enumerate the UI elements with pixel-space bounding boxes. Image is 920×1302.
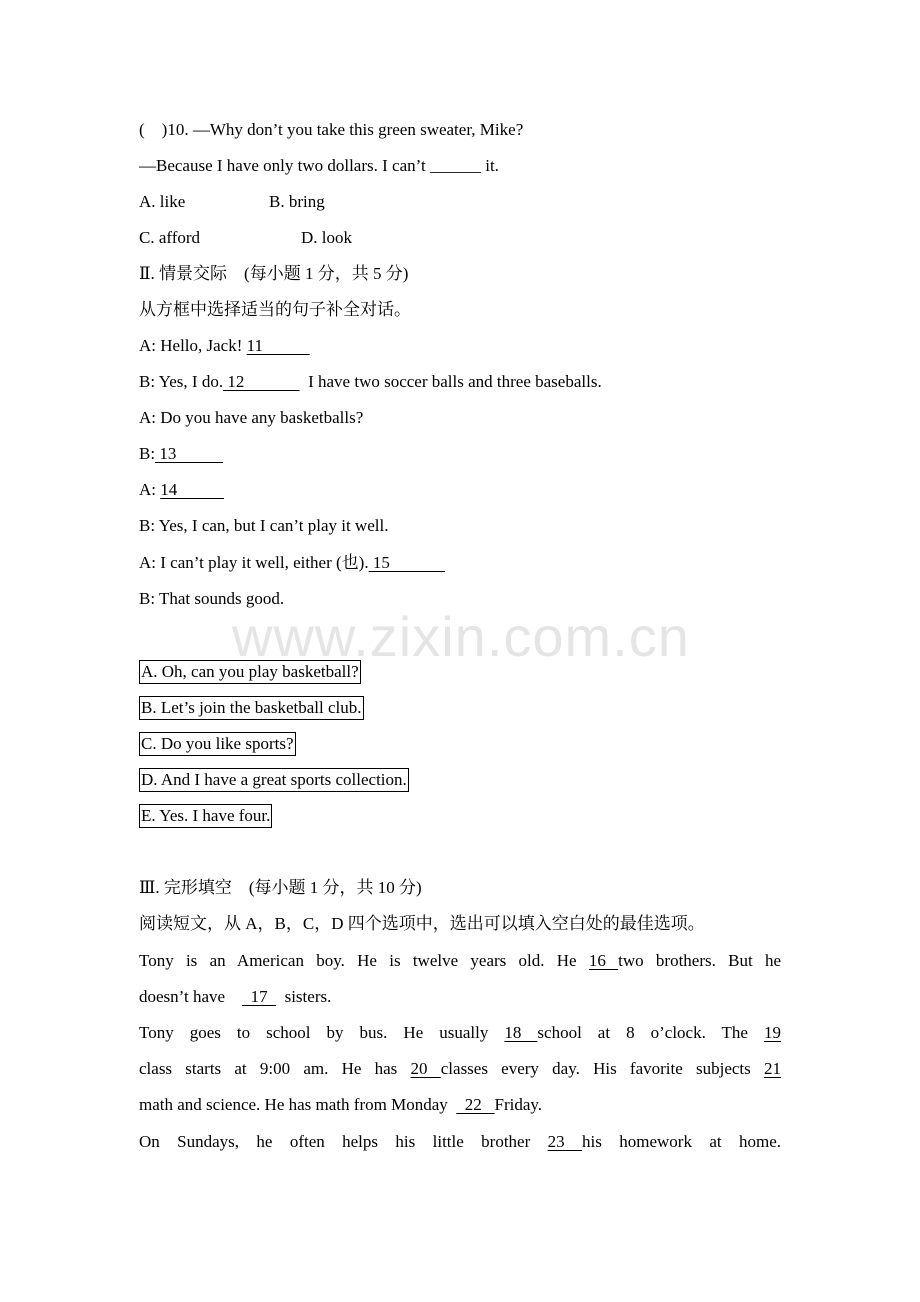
dialogue-text: B: That sounds good.: [139, 589, 285, 608]
dialogue-text: B:: [139, 444, 156, 463]
choice-box-b: B. Let’s join the basketball club.: [139, 696, 364, 720]
dialogue-line: [139, 371, 602, 393]
cloze-blank-19: 19: [764, 1023, 781, 1042]
dialogue-text: A: Do you have any basketballs?: [139, 408, 364, 427]
cloze-blank-18: 18: [504, 1023, 538, 1042]
dialogue-blank-11: 11: [246, 336, 310, 355]
passage-text: classes every day. His favorite subjects: [440, 1059, 751, 1078]
cloze-blank-16: 16: [588, 951, 619, 970]
watermark: www.zixin.com.cn: [232, 605, 690, 668]
dialogue-line: [139, 335, 310, 357]
passage-text: doesn’t have: [139, 987, 226, 1006]
passage-text: math and science. He has math from Monday: [139, 1095, 448, 1114]
section3-instruction: 阅读短文，从 A，B，C，D 四个选项中，选出可以填入空白处的最佳选项。: [139, 914, 705, 933]
passage-text: On Sundays, he often helps his little brother: [139, 1132, 531, 1151]
cloze-blank-20: 20: [410, 1059, 441, 1078]
dialogue-text: I have two soccer balls and three baseballs.: [299, 372, 602, 391]
dialogue-blank-15: 15: [368, 553, 446, 572]
dialogue-text: A: Hello, Jack!: [139, 336, 247, 355]
choice-box-e: E. Yes. I have four.: [139, 804, 272, 828]
cloze-blank-23: 23: [547, 1132, 583, 1151]
dialogue-line: [139, 407, 363, 429]
passage-text: his homework at home.: [582, 1132, 782, 1151]
dialogue-blank-14: 14: [160, 480, 224, 499]
passage-text: Friday.: [494, 1095, 543, 1114]
passage-text: sisters.: [284, 987, 332, 1006]
q10-option-c: C. afford: [139, 228, 201, 247]
choice-box-c: C. Do you like sports?: [139, 732, 296, 756]
dialogue-text: B: Yes, I do.: [139, 372, 224, 391]
q10-option-b: B. bring: [269, 192, 325, 211]
dialogue-line: [139, 443, 223, 465]
q10-option-a: A. like: [139, 192, 186, 211]
dialogue-blank-13: 13: [155, 444, 224, 463]
choice-box-d: D. And I have a great sports collection.: [139, 768, 409, 792]
dialogue-line: [139, 479, 224, 501]
q10-line2-text-b: it.: [480, 156, 499, 175]
passage-line: [139, 986, 331, 1008]
passage-text: two brothers. But he: [618, 951, 781, 970]
dialogue-text: A: I can’t play it well, either (也).: [139, 553, 369, 572]
passage-text: Tony goes to school by bus. He usually: [139, 1023, 489, 1042]
cloze-blank-21: 21: [764, 1059, 782, 1078]
q10-option-d: D. look: [301, 228, 352, 247]
cloze-blank-17: 17: [242, 987, 277, 1006]
passage-line: [139, 950, 781, 972]
dialogue-line: [139, 515, 388, 537]
passage-line: [139, 1058, 781, 1080]
dialogue-text: A:: [139, 480, 161, 499]
passage-line: [139, 1094, 542, 1116]
passage-text: class starts at 9:00 am. He has: [139, 1059, 398, 1078]
section2-heading: Ⅱ. 情景交际 (每小题 1 分，共 5 分): [139, 264, 409, 283]
q10-blank: ______: [429, 156, 481, 175]
passage-text: Tony is an American boy. He is twelve years old. He: [139, 951, 577, 970]
section2-instruction: 从方框中选择适当的句子补全对话。: [139, 300, 411, 319]
passage-text: school at 8 o’clock. The: [537, 1023, 748, 1042]
dialogue-line: [139, 552, 445, 574]
q10-stem: ( )10. —Why don’t you take this green sweater, Mike?: [139, 120, 524, 139]
passage-line: [139, 1131, 781, 1153]
q10-line2-text-a: —Because I have only two dollars. I can’t: [139, 156, 430, 175]
cloze-blank-22: 22: [456, 1095, 495, 1114]
dialogue-blank-12: 12: [223, 372, 300, 391]
dialogue-text: B: Yes, I can, but I can’t play it well.: [139, 516, 389, 535]
q10-line2: [139, 155, 499, 177]
passage-line: [139, 1022, 781, 1044]
choice-box-a: A. Oh, can you play basketball?: [139, 660, 361, 684]
section3-heading: Ⅲ. 完形填空 (每小题 1 分，共 10 分): [139, 878, 422, 897]
